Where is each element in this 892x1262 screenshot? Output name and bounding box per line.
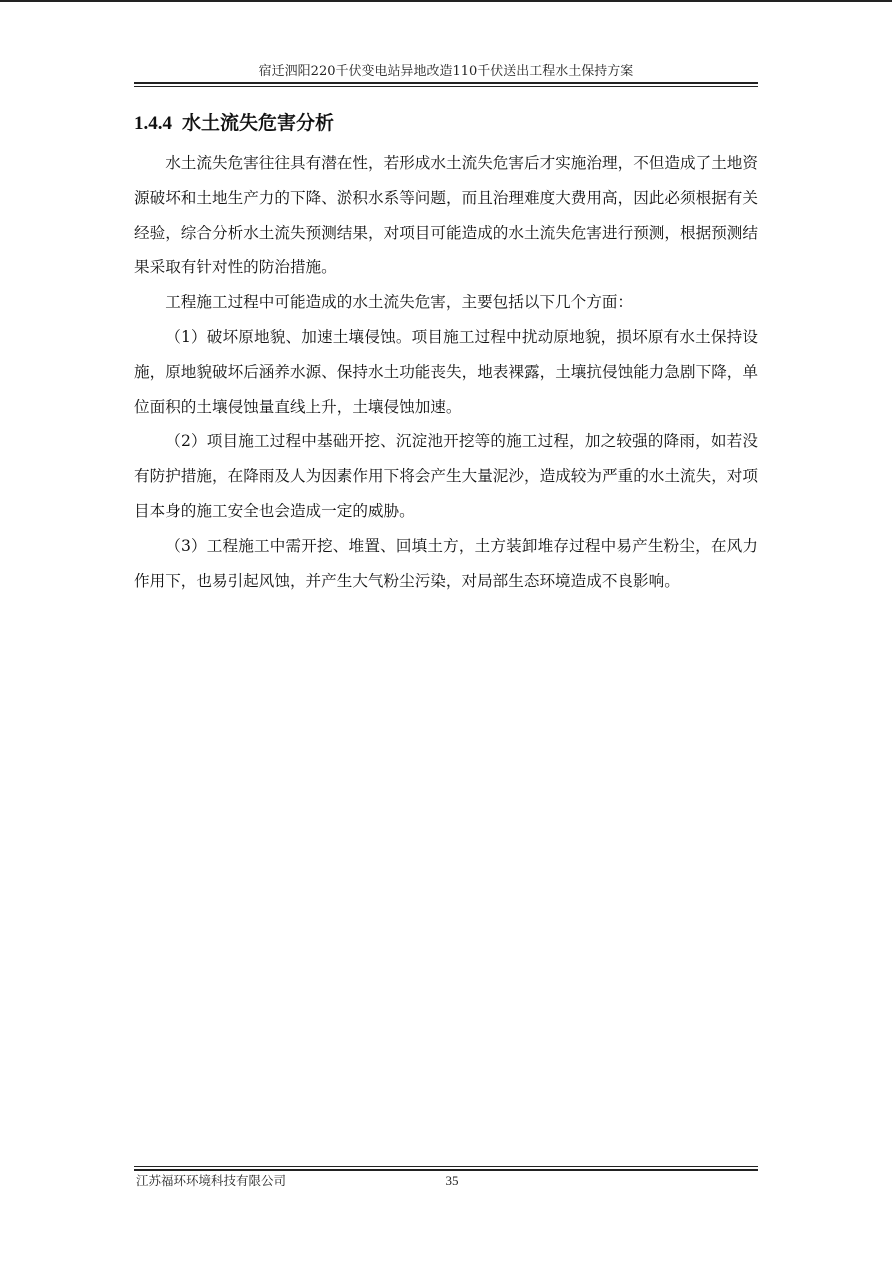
header-rule-thick	[134, 82, 758, 84]
section-heading	[134, 110, 758, 137]
section-number: 1.4.4	[134, 113, 172, 134]
paragraph-hazard-list-lead: 工程施工过程中可能造成的水土流失危害，主要包括以下几个方面：	[165, 293, 634, 312]
paragraph-hazard-2: （2）项目施工过程中基础开挖、沉淀池开挖等的施工过程，加之较强的降雨，如若没有防护措施，在降雨及人为因素作用下将会产生大量泥沙，造成较为严重的水土流失，对项目本身的施工安全也会造成一定的威胁。	[134, 432, 758, 520]
page-top-border	[0, 0, 892, 2]
body-text	[134, 146, 758, 598]
footer-rule-thin	[134, 1166, 758, 1167]
header-rule-thin	[134, 86, 758, 87]
paragraph-hazard-3: （3）工程施工中需开挖、堆置、回填土方，土方装卸堆存过程中易产生粉尘，在风力作用下，也易引起风蚀，并产生大气粉尘污染，对局部生态环境造成不良影响。	[134, 536, 758, 590]
paragraph-hazard-1: （1）破坏原地貌、加速土壤侵蚀。项目施工过程中扰动原地貌，损坏原有水土保持设施，原地貌破坏后涵养水源、保持水土功能丧失，地表裸露，土壤抗侵蚀能力急剧下降，单位面积的土壤侵蚀量直线上升，土壤侵蚀加速。	[134, 327, 758, 416]
running-header-title: 宿迁泗阳220千伏变电站异地改造110千伏送出工程水土保持方案	[258, 64, 634, 79]
section-title: 水土流失危害分析	[182, 112, 335, 134]
page-number: 35	[445, 1173, 459, 1188]
footer-company-name: 江苏福环环境科技有限公司	[136, 1173, 287, 1188]
footer-rule-thick	[134, 1169, 758, 1171]
paragraph-intro: 水土流失危害往往具有潜在性，若形成水土流失危害后才实施治理，不但造成了土地资源破坏和土地生产力的下降、淤积水系等问题，而且治理难度大费用高，因此必须根据有关经验，综合分析水土流失预测结果，对项目可能造成的水土流失危害进行预测，根据预测结果采取有针对性的防治措施。	[134, 154, 758, 277]
